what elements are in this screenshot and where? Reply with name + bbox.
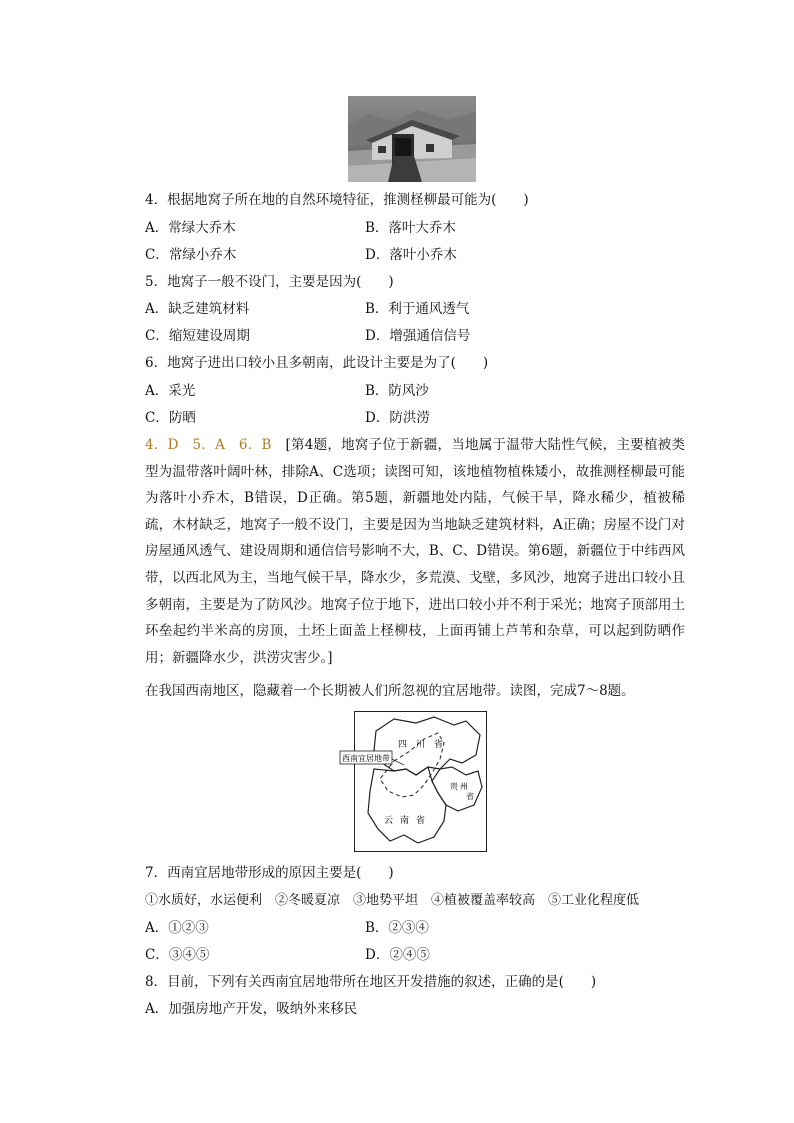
map-label-si: 四 [398, 740, 408, 750]
q8-option-a[interactable]: A．加强房地产开发，吸纳外来移民 [145, 1001, 358, 1017]
dugout-house-photo [348, 96, 476, 182]
q6-option-a[interactable]: A．采光 [145, 383, 196, 399]
map-belt-label: 西南宜居地带 [342, 754, 390, 763]
q4-option-a[interactable]: A．常绿大乔木 [145, 220, 236, 236]
q5-option-c[interactable]: C．缩短建设周期 [145, 328, 250, 344]
q4-option-d[interactable]: D．落叶小乔木 [365, 247, 457, 263]
map-label-zhou: 州 [460, 782, 468, 791]
answer-explanation [145, 432, 685, 671]
answer-text: [第4题，地窝子位于新疆，当地属于温带大陆性气候，主要植被类型为温带落叶阔叶林，排除A、C选项；读图可知，该地植物植株矮小，故推测柽柳最可能为落叶小乔木，B错误，D正确。第5题，新疆地处内陆，气候干旱，降水稀少，植被稀疏，木材缺乏，地窝子一般不设门，主要是因为当地缺乏建筑材料，A正确；房屋不设门对房屋通风透气、建设周期和通信信号影响不大，B、C、D错误。第6题，新疆位于中纬西风带，以西北风为主，当地气候干旱，降水少，多荒漠、戈壁，多风沙，地窝子进出口较小且多朝南，主要是为了防风沙。地窝子位于地下，进出口较小并不利于采光；地窝子顶部用土环垒起约半米高的房顶，土坯上面盖上柽柳枝，上面再铺上芦苇和杂草，可以起到防晒作用；新疆降水少，洪涝灾害少。] [145, 437, 685, 666]
southwest-map [342, 711, 487, 852]
q4-option-b[interactable]: B．落叶大乔木 [365, 220, 456, 236]
q6-option-b[interactable]: B．防风沙 [365, 383, 429, 399]
q7-option-d[interactable]: D．②④⑤ [365, 947, 430, 963]
q8-stem: 8．目前，下列有关西南宜居地带所在地区开发措施的叙述，正确的是( ) [145, 974, 597, 990]
map-label-sheng-1: 省 [434, 740, 444, 750]
q7-stem: 7．西南宜居地带形成的原因主要是( ) [145, 865, 394, 881]
q7-statements: ①水质好，水运便利 ②冬暖夏凉 ③地势平坦 ④植被覆盖率较高 ⑤工业化程度低 [145, 893, 640, 908]
q4-stem: 4．根据地窝子所在地的自然环境特征，推测柽柳最可能为( ) [145, 192, 529, 208]
map-label-gui: 贵 [450, 782, 458, 791]
q4-option-c[interactable]: C．常绿小乔木 [145, 247, 237, 263]
q7-option-a[interactable]: A．①②③ [145, 920, 209, 936]
q5-stem: 5．地窝子一般不设门，主要是因为( ) [145, 274, 394, 290]
q7-option-b[interactable]: B．②③④ [365, 920, 429, 936]
q5-option-d[interactable]: D．增强通信信号 [365, 328, 471, 344]
map-label-nan: 南 [400, 816, 410, 826]
map-label-yun: 云 [384, 816, 394, 826]
map-label-chuan: 川 [416, 740, 426, 750]
map-label-sheng-3: 省 [416, 816, 426, 826]
q7-option-c[interactable]: C．③④⑤ [145, 947, 210, 963]
q5-option-a[interactable]: A．缺乏建筑材料 [145, 301, 250, 317]
q5-option-b[interactable]: B．利于通风透气 [365, 301, 470, 317]
q6-stem: 6．地窝子进出口较小且多朝南，此设计主要是为了( ) [145, 355, 489, 371]
answer-key: 4．D 5．A 6．B [145, 437, 272, 453]
map-label-sheng-2: 省 [466, 792, 474, 801]
q6-option-d[interactable]: D．防洪涝 [365, 410, 430, 426]
q6-option-c[interactable]: C．防晒 [145, 410, 196, 426]
intro-7-8: 在我国西南地区，隐藏着一个长期被人们所忽视的宜居地带。读图，完成7～8题。 [145, 683, 635, 699]
